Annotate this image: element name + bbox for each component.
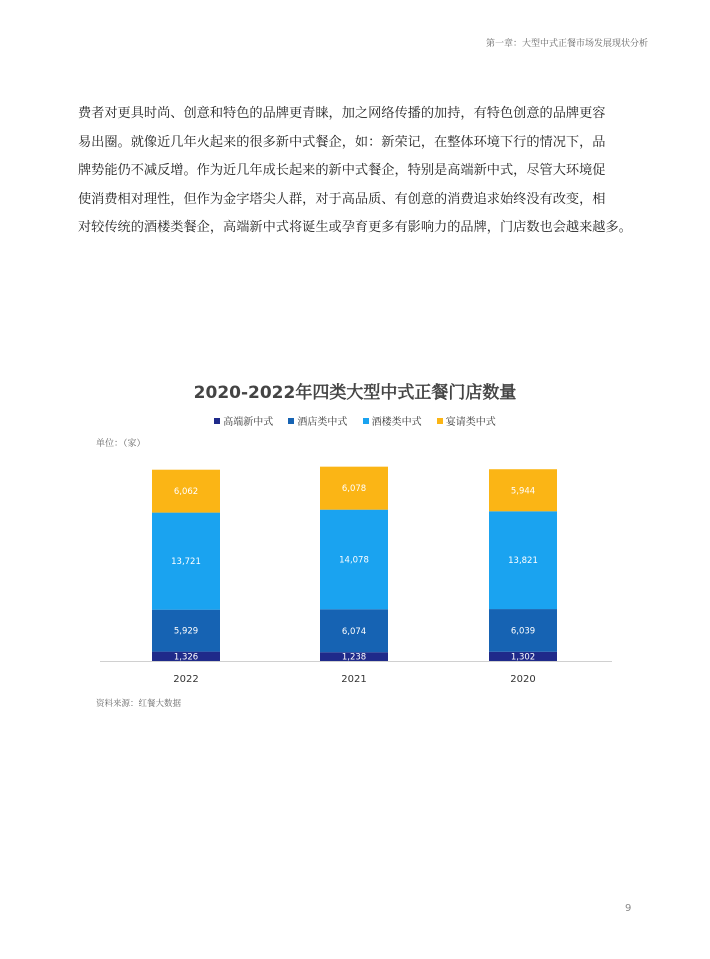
data-label: 6,078 (341, 484, 367, 495)
unit-label: 单位：（家） (96, 439, 146, 449)
data-label: 13,721 (171, 557, 201, 568)
data-label: 1,302 (510, 652, 536, 663)
legend-swatch (363, 418, 369, 424)
data-label: 6,074 (341, 626, 367, 637)
data-label: 5,929 (173, 626, 199, 637)
legend-label: 高端新中式 (223, 417, 274, 428)
chart-legend (0, 413, 710, 428)
legend-item (288, 413, 347, 428)
data-label: 14,078 (339, 555, 369, 566)
x-tick-label: 2022 (173, 674, 199, 685)
legend-label: 宴请类中式 (445, 417, 496, 428)
page-number: 9 (625, 903, 632, 914)
body-paragraph (78, 100, 638, 243)
paragraph-line: 牌势能仍不减反增。作为近几年成长起来的新中式餐企，特别是高端新中式，尽管大环境促 (78, 163, 606, 178)
data-label: 5,944 (510, 486, 536, 497)
legend-item (363, 413, 422, 428)
paragraph-line: 易出圈。就像近几年火起来的很多新中式餐企，如：新荣记，在整体环境下行的情况下，品 (78, 134, 606, 150)
legend-item (437, 413, 496, 428)
data-label: 6,039 (510, 626, 536, 637)
source-note: 资料来源：红餐大数据 (96, 699, 182, 709)
data-label: 13,821 (508, 556, 538, 567)
data-label: 1,326 (173, 652, 199, 663)
legend-label: 酒楼类中式 (371, 417, 422, 428)
legend-swatch (214, 418, 220, 424)
paragraph-line: 使消费相对理性，但作为金字塔尖人群，对于高品质、有创意的消费追求始终没有改变，相 (78, 191, 606, 207)
x-tick-label: 2021 (341, 674, 367, 685)
paragraph-line: 对较传统的酒楼类餐企，高端新中式将诞生或孕育更多有影响力的品牌，门店数也会越来越多。 (78, 220, 632, 235)
legend-item (214, 413, 273, 428)
paragraph-line: 费者对更具时尚、创意和特色的品牌更青睐，加之网络传播的加持，有特色创意的品牌更容 (78, 106, 606, 121)
data-label: 6,062 (173, 487, 199, 498)
legend-label: 酒店类中式 (297, 417, 348, 428)
stacked-bar-chart (95, 455, 615, 690)
legend-swatch (437, 418, 443, 424)
x-tick-label: 2020 (510, 674, 536, 685)
chart-title: 2020-2022年四类大型中式正餐门店数量 (193, 383, 517, 403)
legend-swatch (288, 418, 294, 424)
page-header: 第一章：大型中式正餐市场发展现状分析 (485, 39, 648, 49)
data-label: 1,238 (341, 652, 367, 663)
